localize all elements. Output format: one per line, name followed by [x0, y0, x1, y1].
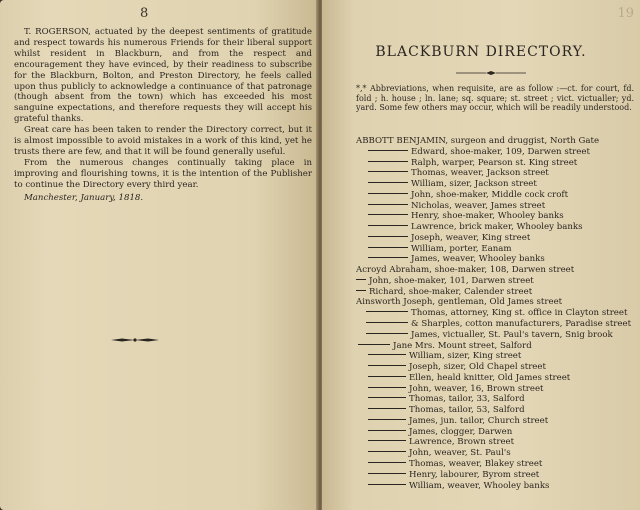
- ditto-dash: [368, 182, 408, 183]
- directory-entry: [356, 297, 640, 308]
- paragraph-changes: From the numerous changes continually taking place in improving and flourishing towns, it is the intention of the Publisher to continue the Directory every third year.: [14, 157, 312, 190]
- ditto-dash: [368, 204, 408, 205]
- entry-text: Henry, shoe-maker, Whooley banks: [411, 211, 564, 222]
- entry-text: James, victualler, St. Paul's tavern, Snig brook: [411, 329, 613, 340]
- entry-text: Nicholas, weaver, James street: [411, 200, 546, 211]
- entry-text: Lawrence, Brown street: [409, 437, 515, 448]
- entry-text: Thomas, weaver, Jackson street: [411, 168, 549, 179]
- entry-text: John, weaver, St. Paul's: [409, 448, 511, 459]
- entry-text: Joseph, sizer, Old Chapel street: [409, 362, 546, 373]
- entry-text: John, shoe-maker, Middle cock croft: [411, 189, 569, 200]
- directory-entry: [356, 158, 640, 169]
- ditto-dash: [368, 171, 408, 172]
- entry-text: William, sizer, King street: [409, 351, 522, 362]
- entry-text: Thomas, attorney, King st. office in Clayton street: [411, 308, 628, 319]
- entry-text: Thomas, weaver, Blakey street: [409, 458, 543, 469]
- directory-entry: [356, 233, 640, 244]
- ditto-dash: [368, 419, 406, 420]
- directory-entry: [356, 308, 640, 319]
- left-page: [0, 0, 318, 510]
- entry-text: Acroyd Abraham, shoe-maker, 108, Darwen street: [356, 265, 575, 276]
- ditto-dash: [368, 225, 408, 226]
- directory-entry: [356, 276, 640, 287]
- ditto-dash: [366, 322, 408, 323]
- directory-entries: [356, 136, 640, 491]
- entry-text: Thomas, tailor, 53, Salford: [409, 405, 525, 416]
- directory-entry: [356, 437, 640, 448]
- directory-entry: [356, 147, 640, 158]
- ditto-dash: [368, 150, 408, 151]
- entry-text: William, weaver, Whooley banks: [409, 480, 550, 491]
- entry-text: William, porter, Eanam: [411, 243, 512, 254]
- entry-text: Ainsworth Joseph, gentleman, Old James street: [356, 297, 563, 308]
- left-page-text: [14, 27, 312, 204]
- right-page-number: 19: [617, 6, 634, 21]
- directory-entry: [356, 319, 640, 330]
- directory-title: BLACKBURN DIRECTORY.: [375, 44, 587, 60]
- ditto-dash: [368, 193, 408, 194]
- entry-text: & Sharples, cotton manufacturers, Paradise street: [411, 319, 632, 330]
- right-page: [322, 0, 640, 510]
- directory-entry: [356, 287, 640, 298]
- ditto-dash: [368, 257, 408, 258]
- ditto-dash: [368, 397, 406, 398]
- directory-entry: [356, 168, 640, 179]
- ditto-dash: [368, 473, 406, 474]
- entry-text: James, clogger, Darwen: [409, 426, 513, 437]
- entry-text: Ralph, warper, Pearson st. King street: [411, 157, 578, 168]
- ditto-dash: [368, 214, 408, 215]
- abbreviations-note: *,* Abbreviations, when requisite, are as follow :—ct. for court, fd. fold ; h. house ; ln. lane; sq. square; st. street ; vict. victualler; yd. yard. Some few others may occur, which will be readily understood.: [356, 84, 634, 113]
- ditto-dash: [368, 247, 408, 248]
- ditto-dash: [368, 365, 406, 366]
- ditto-dash: [356, 279, 366, 280]
- title-rule-icon: [456, 70, 526, 76]
- directory-entry: [356, 265, 640, 276]
- directory-entry: [356, 470, 640, 481]
- directory-entry: [356, 373, 640, 384]
- directory-entry: [356, 136, 640, 147]
- ditto-dash: [368, 451, 406, 452]
- ditto-dash: [368, 236, 408, 237]
- directory-entry: [356, 481, 640, 492]
- entry-text: William, sizer, Jackson street: [411, 179, 537, 190]
- ornament-divider-icon: [110, 337, 160, 343]
- directory-entry: [356, 190, 640, 201]
- directory-entry: [356, 201, 640, 212]
- ditto-dash: [368, 430, 406, 431]
- ditto-dash: [366, 311, 408, 312]
- entry-text: Jane Mrs. Mount street, Salford: [393, 340, 532, 351]
- directory-entry: [356, 254, 640, 265]
- ditto-dash: [368, 161, 408, 162]
- entry-text: Thomas, tailor, 33, Salford: [409, 394, 525, 405]
- entry-text: Ellen, heald knitter, Old James street: [409, 372, 571, 383]
- ditto-dash: [368, 354, 406, 355]
- ditto-dash: [358, 344, 390, 345]
- directory-entry: [356, 222, 640, 233]
- left-page-number: 8: [140, 6, 149, 21]
- entry-text: James, weaver, Whooley banks: [411, 254, 545, 265]
- entry-text: James, jun. tailor, Church street: [409, 415, 549, 426]
- directory-entry: [356, 351, 640, 362]
- ditto-dash: [366, 333, 408, 334]
- ditto-dash: [356, 290, 366, 291]
- directory-entry: [356, 459, 640, 470]
- entry-text: Richard, shoe-maker, Calender street: [369, 286, 533, 297]
- directory-entry: [356, 416, 640, 427]
- ditto-dash: [368, 376, 406, 377]
- entry-text: John, shoe-maker, 101, Darwen street: [369, 275, 534, 286]
- directory-entry: [356, 341, 640, 352]
- ditto-dash: [368, 484, 406, 485]
- directory-entry: [356, 384, 640, 395]
- directory-entry: [356, 448, 640, 459]
- paragraph-accuracy: Great care has been taken to render the Directory correct, but it is almost impossible to avoid mistakes in a work of this kind, yet he trusts there are few, and that it will be found generally useful.: [14, 125, 312, 157]
- directory-entry: [356, 362, 640, 373]
- entry-text: John, weaver, 16, Brown street: [409, 383, 544, 394]
- entry-text: Henry, labourer, Byrom street: [409, 469, 540, 480]
- directory-entry: [356, 211, 640, 222]
- ditto-dash: [368, 462, 406, 463]
- signoff: Manchester, January, 1818.: [24, 192, 144, 203]
- directory-entry: [356, 394, 640, 405]
- ditto-dash: [368, 387, 406, 388]
- directory-entry: [356, 244, 640, 255]
- paragraph-thanks: T. ROGERSON, actuated by the deepest sentiments of gratitude and respect towards his numerous Friends for their liberal support whilst resident in Blackburn, and from the respect and encouragement they have evinced, by their readiness to subscribe for the Blackburn, Bolton, and Preston Directory, he feels called upon thus publicly to acknowledge a continuance of that patronage (though absent from the town) which has exceeded his most sanguine expectations, and therefore requests they will accept his grateful thanks.: [14, 27, 312, 125]
- entry-text: Edward, shoe-maker, 109, Darwen street: [411, 146, 590, 157]
- directory-entry: [356, 427, 640, 438]
- directory-entry: [356, 179, 640, 190]
- entry-text: Lawrence, brick maker, Whooley banks: [411, 222, 583, 233]
- ditto-dash: [368, 408, 406, 409]
- ditto-dash: [368, 440, 406, 441]
- directory-entry: [356, 330, 640, 341]
- directory-entry: [356, 405, 640, 416]
- entry-text: ABBOTT BENJAMIN, surgeon and druggist, North Gate: [356, 136, 600, 146]
- entry-text: Joseph, weaver, King street: [411, 232, 531, 243]
